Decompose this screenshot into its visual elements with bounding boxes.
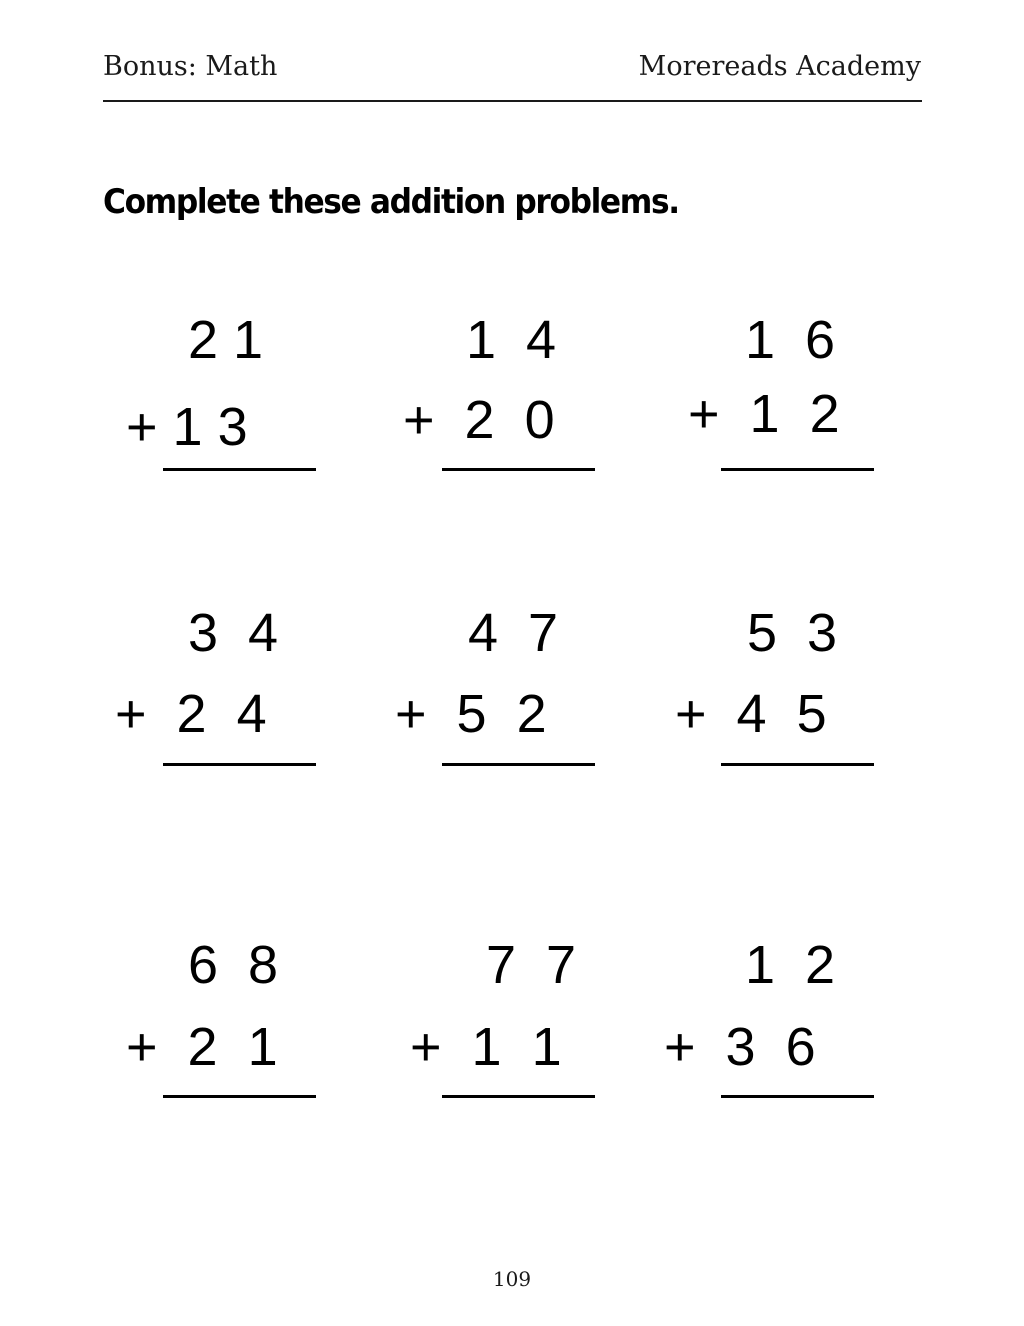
answer-line — [721, 763, 874, 766]
instruction-heading: Complete these addition problems. — [103, 182, 679, 222]
problem-addend: + 1 1 — [410, 1017, 562, 1077]
problem-top-number: 5 3 — [747, 603, 838, 663]
problem-addend: + 5 2 — [395, 684, 547, 744]
header-section-title: Bonus: Math — [103, 51, 278, 82]
answer-line — [721, 468, 874, 471]
problem-addend: + 3 6 — [664, 1017, 816, 1077]
problem-top-number: 3 4 — [188, 603, 279, 663]
answer-line — [163, 763, 316, 766]
problem-addend: + 2 4 — [115, 684, 267, 744]
problem-top-number: 1 6 — [745, 310, 836, 370]
problem-addend: + 1 2 — [688, 384, 840, 444]
problem-top-number: 4 7 — [468, 603, 559, 663]
problem-top-number: 1 2 — [745, 935, 836, 995]
answer-line — [721, 1095, 874, 1098]
problem-top-number: 7 7 — [486, 935, 577, 995]
answer-line — [442, 1095, 595, 1098]
answer-line — [442, 763, 595, 766]
answer-line — [163, 1095, 316, 1098]
problem-addend: + 2 0 — [403, 390, 555, 450]
problem-addend: + 1 3 — [126, 397, 248, 457]
answer-line — [163, 468, 316, 471]
header-publisher: Morereads Academy — [638, 51, 921, 82]
problem-addend: + 4 5 — [675, 684, 827, 744]
problem-top-number: 1 4 — [466, 310, 557, 370]
answer-line — [442, 468, 595, 471]
problem-top-number: 2 1 — [188, 310, 264, 370]
page-number: 109 — [492, 1267, 532, 1291]
problem-addend: + 2 1 — [126, 1017, 278, 1077]
problem-top-number: 6 8 — [188, 935, 279, 995]
